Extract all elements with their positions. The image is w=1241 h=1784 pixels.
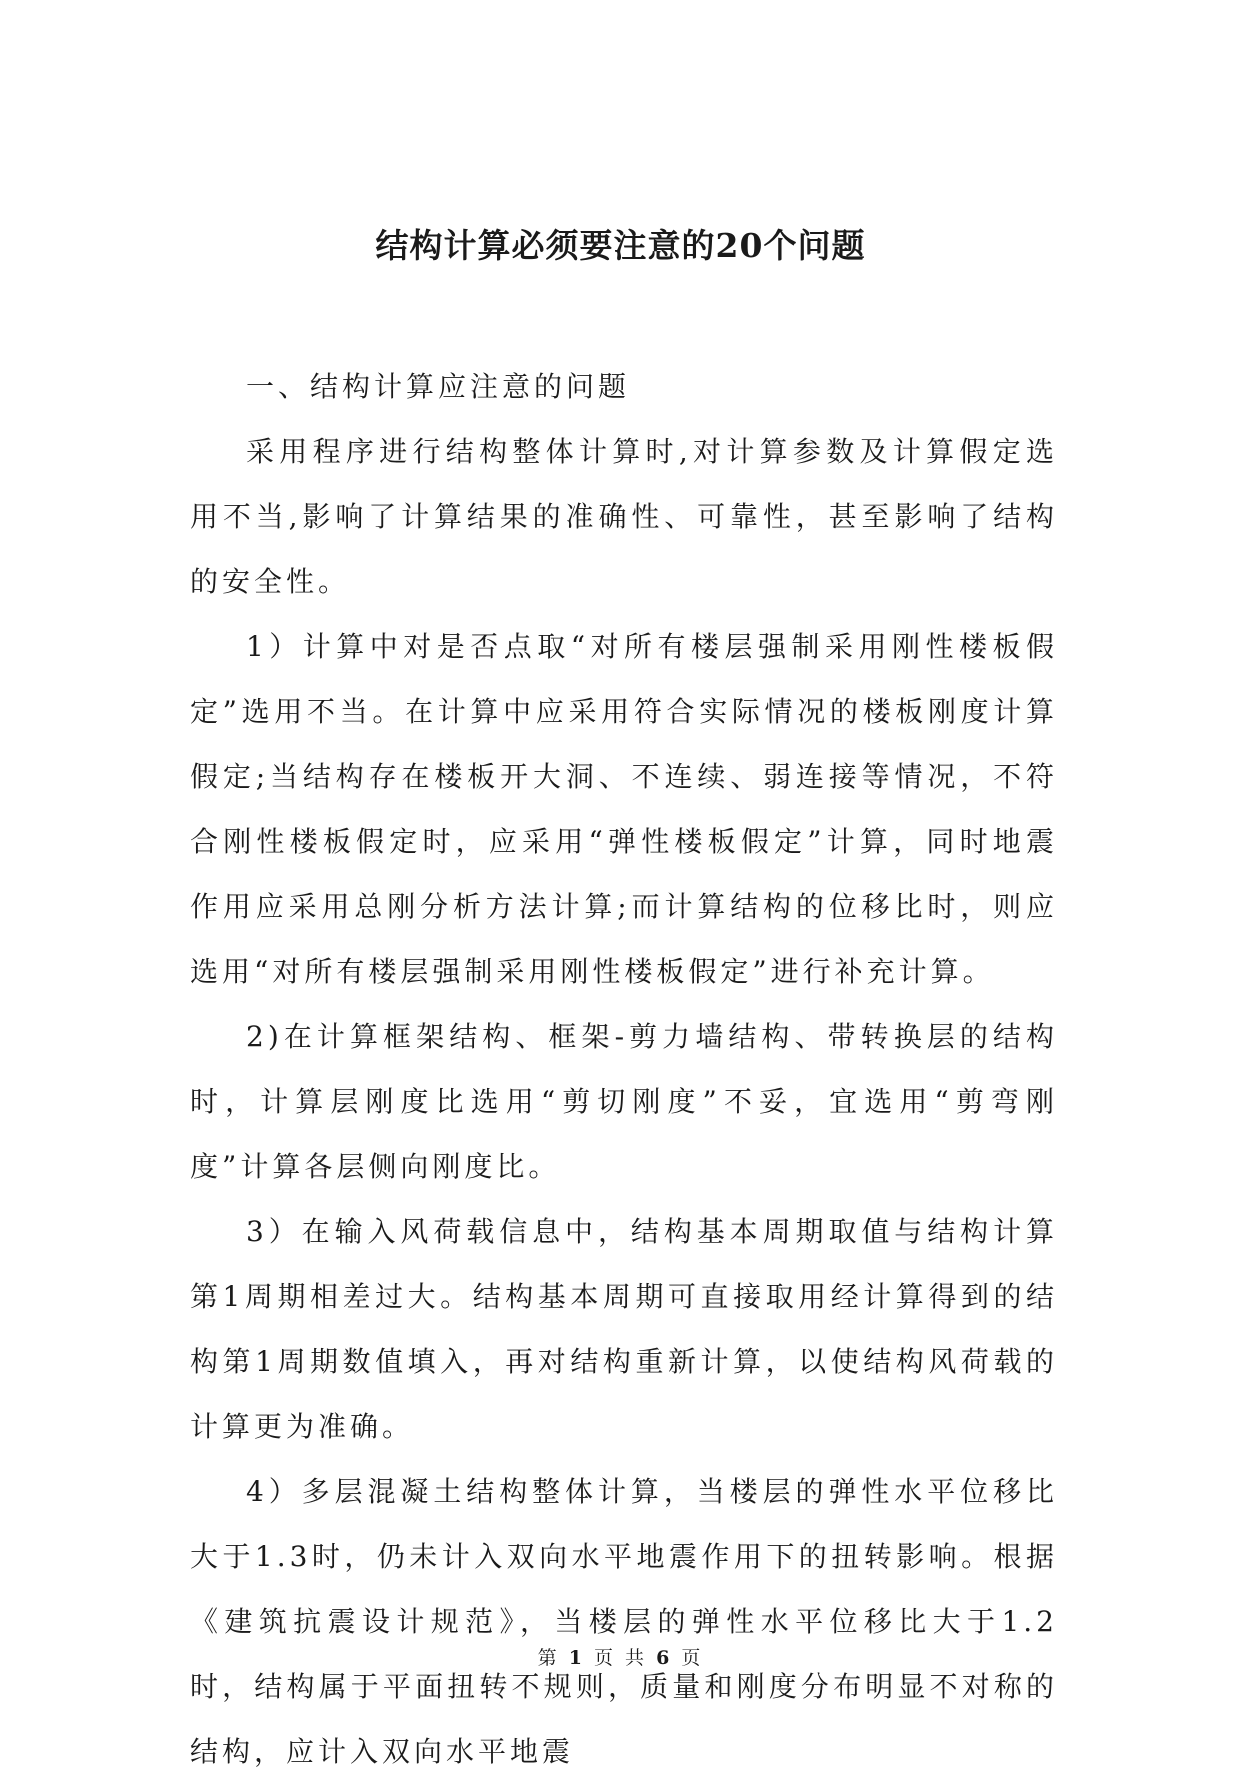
paragraph-item-2: 2)在计算框架结构、框架-剪力墙结构、带转换层的结构时，计算层刚度比选用“剪切刚度”不妥，宜选用“剪弯刚度”计算各层侧向刚度比。 <box>190 1020 1058 1183</box>
document-body <box>190 354 1058 1784</box>
paragraph-item-1: 1）计算中对是否点取“对所有楼层强制采用刚性楼板假定”选用不当。在计算中应采用符合实际情况的楼板刚度计算假定;当结构存在楼板开大洞、不连续、弱连接等情况，不符合刚性楼板假定时，应采用“弹性楼板假定”计算，同时地震作用应采用总刚分析方法计算;而计算结构的位移比时，则应选用“对所有楼层强制采用刚性楼板假定”进行补充计算。 <box>190 630 1058 988</box>
paragraph-intro: 采用程序进行结构整体计算时,对计算参数及计算假定选用不当,影响了计算结果的准确性、可靠性，甚至影响了结构的安全性。 <box>190 435 1058 598</box>
footer-middle: 页 共 <box>593 1647 648 1669</box>
page-footer <box>0 1646 1241 1670</box>
section-heading: 一、结构计算应注意的问题 <box>246 370 631 403</box>
document-title: 结构计算必须要注意的20个问题 <box>375 226 866 265</box>
footer-total-pages: 6 <box>656 1647 673 1669</box>
footer-suffix: 页 <box>681 1647 704 1669</box>
footer-prefix: 第 <box>537 1647 560 1669</box>
footer-current-page: 1 <box>568 1647 585 1669</box>
paragraph-item-3: 3）在输入风荷载信息中，结构基本周期取值与结构计算第1周期相差过大。结构基本周期可直接取用经计算得到的结构第1周期数值填入，再对结构重新计算，以使结构风荷载的计算更为准确。 <box>190 1215 1058 1443</box>
paragraph-item-4: 4）多层混凝土结构整体计算，当楼层的弹性水平位移比大于1.3时，仍未计入双向水平地震作用下的扭转影响。根据《建筑抗震设计规范》，当楼层的弹性水平位移比大于1.2时，结构属于平面扭转不规则，质量和刚度分布明显不对称的结构，应计入双向水平地震 <box>190 1475 1058 1768</box>
